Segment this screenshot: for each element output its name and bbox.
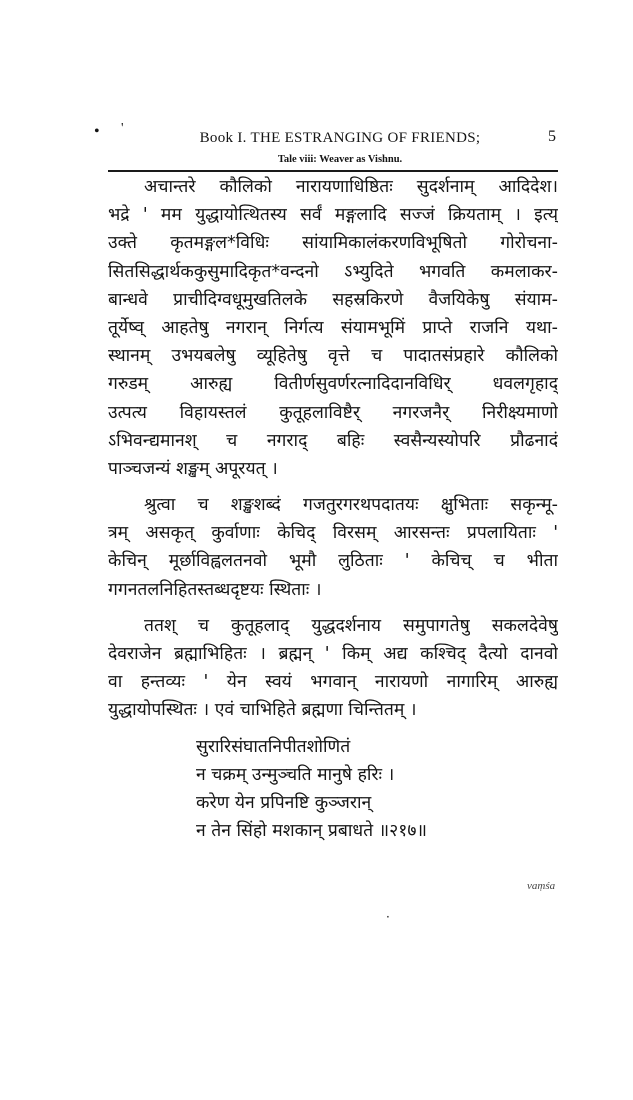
- meter-note: vaṃśa: [527, 880, 556, 892]
- paragraph: [108, 612, 558, 725]
- text-line: त्रम् असकृत् कुर्वाणाः केचिद् विरसम् आरसन्तः प्रपलायिताः ': [108, 523, 558, 544]
- text-line: श्रुत्वा च शङ्खशब्दं गजतुरगरथपदातयः क्षुभिताः सकृन्मू-: [144, 495, 558, 516]
- text-line: उत्पत्य विहायस्तलं कुतूहलाविष्टैर् नगरजनैर् निरीक्ष्यमाणो: [108, 402, 558, 423]
- book-label: Book I.: [199, 130, 247, 146]
- text-line: उक्ते कृतमङ्गल*विधिः सांयामिकालंकरणविभूषितो गोरोचना-: [108, 233, 558, 254]
- verse-line: न तेन सिंहो मशकान् प्रबाधते ॥२१७॥: [196, 821, 427, 842]
- header-rule: [108, 170, 558, 172]
- verse-line: सुरारिसंघातनिपीतशोणितं: [196, 736, 351, 757]
- speck-mark: •: [94, 123, 100, 140]
- text-line: ऽभिवन्द्यमानश् च नगराद् बहिः स्वसैन्यस्योपरि प्रौढनादं: [108, 430, 558, 451]
- text-line: गगनतलनिहितस्तब्धदृष्टयः स्थिताः ।: [108, 579, 322, 600]
- text-line: पाञ्चजन्यं शङ्खम् अपूरयत् ।: [108, 458, 278, 479]
- speck-mark: ': [121, 121, 124, 136]
- header-title: THE ESTRANGING OF FRIENDS;: [250, 130, 481, 146]
- text-line: वा हन्तव्यः ' येन स्वयं भगवान् नारायणो नागारिम् आरुह्य: [108, 672, 558, 693]
- text-line: केचिन् मूर्छाविह्वलतनवो भूमौ लुठिताः ' केचिच् च भीता: [108, 551, 558, 572]
- tale-subtitle: Tale viii: Weaver as Vishnu.: [277, 154, 403, 165]
- running-header: [140, 130, 540, 147]
- text-line: सितसिद्धार्थककुसुमादिकृत*वन्दनो ऽभ्युदिते भगवति कमलाकर-: [108, 261, 558, 282]
- verse-line: करेण येन प्रपिनष्टि कुञ्जरान्: [196, 792, 372, 813]
- verse-line: न चक्रम् उन्मुञ्चति मानुषे हरिः ।: [196, 764, 395, 785]
- text-line: स्थानम् उभयबलेषु व्यूहितेषु वृत्ते च पादातसंप्रहारे कौलिको: [108, 346, 558, 367]
- paragraph: [108, 173, 558, 483]
- text-line: भद्रे ' मम युद्धायोत्थितस्य सर्वं मङ्गलादि सज्जं क्रियताम् । इत्य्: [108, 205, 558, 226]
- text-line: तूर्येष्व् आहतेषु नगरान् निर्गत्य संयामभूमिं प्राप्ते राजनि यथा-: [108, 317, 558, 338]
- verse: [108, 733, 558, 846]
- text-line: अचान्तरे कौलिको नारायणाधिष्ठितः सुदर्शनाम् आदिदेश।: [144, 177, 558, 197]
- text-line: बान्धवे प्राचीदिग्वधूमुखतिलके सहस्रकिरणे वैजयिकेषु संयाम-: [108, 289, 558, 310]
- speck-mark: ·: [386, 910, 390, 924]
- paragraph: [108, 491, 558, 604]
- sanskrit-text: [108, 173, 558, 845]
- text-line: देवराजेन ब्रह्माभिहितः । ब्रह्मन् ' किम् अद्य कश्चिद् दैत्यो दानवो: [108, 644, 558, 664]
- page-number: 5: [548, 128, 556, 145]
- text-line: गरुडम् आरुह्य वितीर्णसुवर्णरत्नादिदानविधिर् धवलगृहाद्: [108, 374, 558, 395]
- text-line: युद्धायोपस्थितः । एवं चाभिहिते ब्रह्मणा चिन्तितम् ।: [108, 700, 417, 721]
- text-line: ततश् च कुतूहलाद् युद्धदर्शनाय समुपागतेषु सकलदेवेषु: [144, 615, 558, 636]
